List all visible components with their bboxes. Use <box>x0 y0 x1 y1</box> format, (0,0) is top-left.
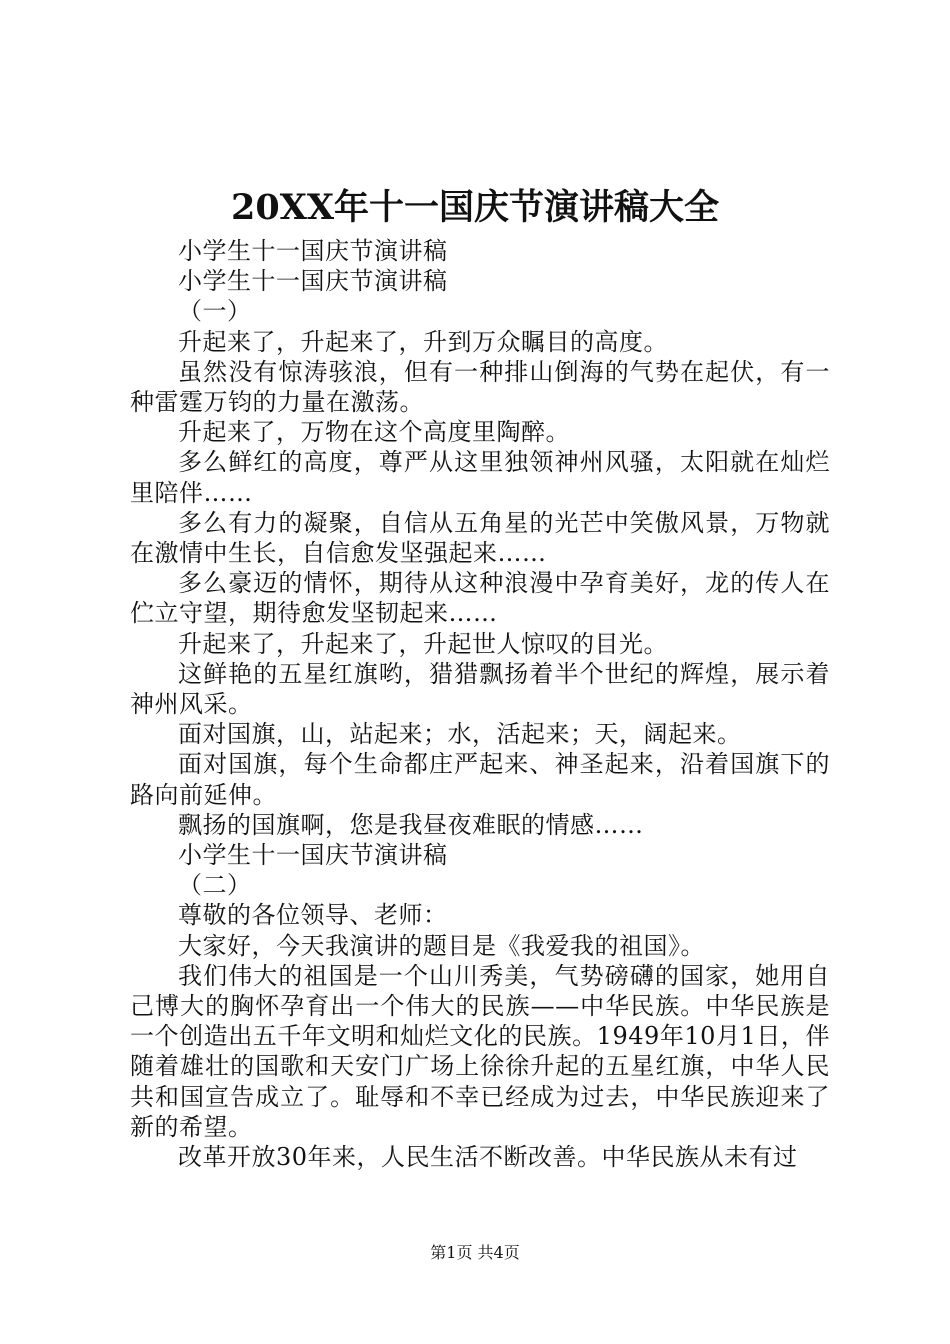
document-title: 20XX年十一国庆节演讲稿大全 <box>230 187 720 228</box>
document-body <box>130 236 830 1172</box>
paragraph: 改革开放30年来，人民生活不断改善。中华民族从未有过 <box>178 1143 798 1172</box>
paragraph: 升起来了，万物在这个高度里陶醉。 <box>178 418 570 447</box>
paragraph: 小学生十一国庆节演讲稿 <box>178 841 448 870</box>
page-number-footer: 第1页 共4页 <box>430 1243 520 1262</box>
paragraph: （一） <box>178 297 252 326</box>
paragraph: 我们伟大的祖国是一个山川秀美，气势磅礴的国家，她用自己博大的胸怀孕育出一个伟大的民族——中华民族。中华民族是一个创造出五千年文明和灿烂文化的民族。1949年10月1日，伴随着雄壮的国歌和天安门广场上徐徐升起的五星红旗，中华人民共和国宣告成立了。耻辱和不幸已经成为过去，中华民族迎来了新的希望。 <box>130 961 830 1141</box>
paragraph: 小学生十一国庆节演讲稿 <box>178 237 448 265</box>
paragraph: 尊敬的各位领导、老师： <box>178 901 448 930</box>
paragraph: 升起来了，升起来了，升起世人惊叹的目光。 <box>178 629 668 658</box>
paragraph: 面对国旗，每个生命都庄严起来、神圣起来，沿着国旗下的路向前延伸。 <box>130 750 830 809</box>
paragraph: 虽然没有惊涛骇浪，但有一种排山倒海的气势在起伏，有一种雷霆万钧的力量在激荡。 <box>130 357 830 417</box>
paragraph: 多么豪迈的情怀，期待从这种浪漫中孕育美好，龙的传人在伫立守望，期待愈发坚韧起来…… <box>130 569 830 628</box>
paragraph: （二） <box>178 871 252 900</box>
paragraph: 多么有力的凝聚，自信从五角星的光芒中笑傲风景，万物就在激情中生长，自信愈发坚强起来…… <box>130 508 830 568</box>
paragraph: 面对国旗，山，站起来；水，活起来；天，阔起来。 <box>178 720 742 749</box>
paragraph: 这鲜艳的五星红旗哟，猎猎飘扬着半个世纪的辉煌，展示着神州风采。 <box>130 659 830 719</box>
paragraph: 升起来了，升起来了，升到万众瞩目的高度。 <box>178 327 668 356</box>
paragraph: 小学生十一国庆节演讲稿 <box>178 267 448 296</box>
paragraph: 大家好，今天我演讲的题目是《我爱我的祖国》。 <box>178 931 705 960</box>
paragraph: 飘扬的国旗啊，您是我昼夜难眠的情感…… <box>178 810 644 839</box>
paragraph: 多么鲜红的高度，尊严从这里独领神州风骚，太阳就在灿烂里陪伴…… <box>130 448 830 507</box>
